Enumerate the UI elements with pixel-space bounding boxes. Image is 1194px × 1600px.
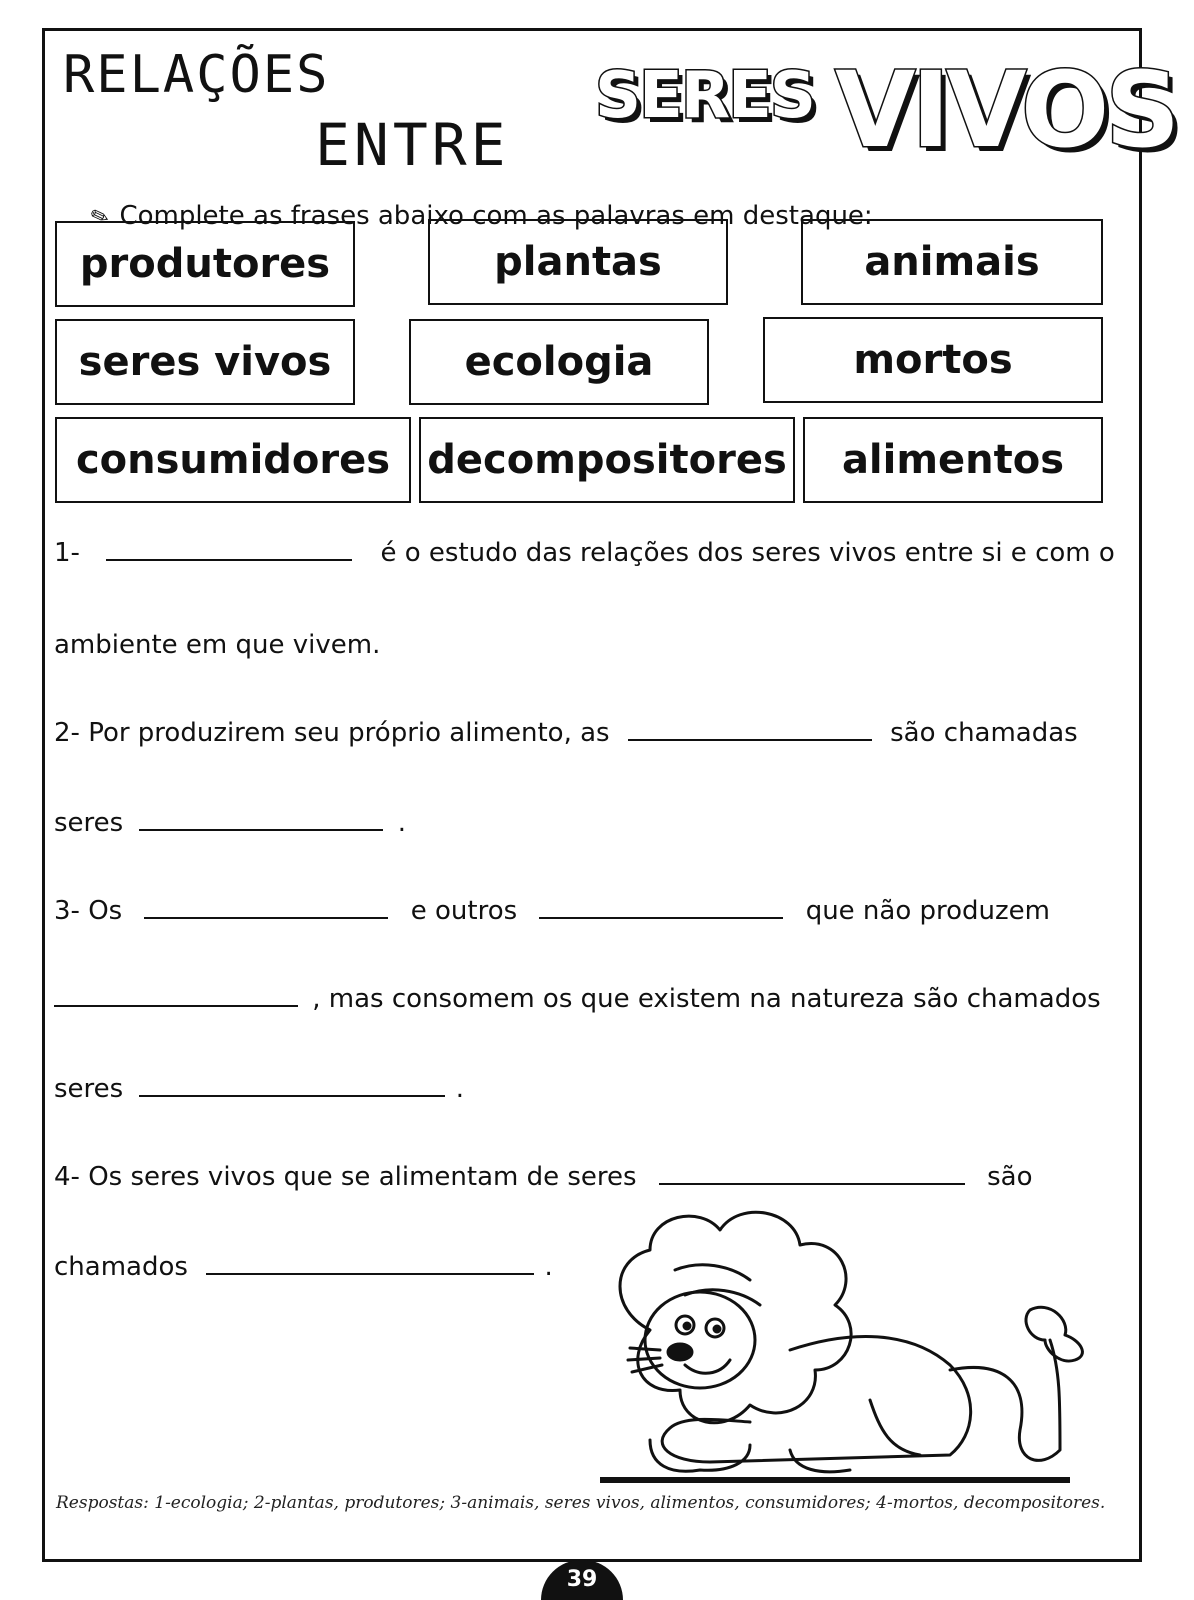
lion-mane [620,1212,851,1423]
word-box: consumidores [55,417,411,503]
q1-text: é o estudo das relações dos seres vivos entre si e com o [380,538,1115,568]
title-left [55,45,595,195]
q3-text-c: que não produzem [805,896,1050,926]
answer-blank[interactable] [539,916,783,919]
question-4-line1 [54,1162,1104,1192]
title-area [45,31,1177,201]
answer-blank[interactable] [139,828,383,831]
q3-text-b: e outros [410,896,518,926]
q3-text-d: , mas consomem os que existem na natureza são chamados [312,984,1101,1014]
lion-nose [668,1344,692,1360]
question-3-line2 [54,984,1104,1014]
answer-blank[interactable] [106,558,352,561]
question-1-line2: ambiente em que vivem. [54,630,381,660]
title-seres: SERES [595,59,814,133]
title-right [575,41,1177,191]
question-2-line1 [54,718,1104,748]
word-box: plantas [428,219,728,305]
word-box: seres vivos [55,319,355,405]
word-box: decompositores [419,417,795,503]
word-box: alimentos [803,417,1103,503]
lion-tail [950,1340,1060,1460]
answer-blank[interactable] [144,916,388,919]
q2-text-c: seres [54,808,124,838]
instruction-text: Complete as frases abaixo com as palavras em destaque: [119,201,873,231]
q2-text-b: são chamadas [890,718,1078,748]
answer-blank[interactable] [206,1272,534,1275]
answer-blank[interactable] [628,738,872,741]
q4-text-a: 4- Os seres vivos que se alimentam de seres [54,1162,637,1192]
question-2-line2 [54,808,1104,838]
lion-body [662,1336,971,1462]
page-number: 39 [541,1560,623,1600]
answer-blank[interactable] [659,1182,965,1185]
q4-text-c: chamados [54,1252,188,1282]
title-line2: ENTRE [315,111,510,179]
q4-text-b: são [987,1162,1033,1192]
q2-text-d: . [397,808,406,838]
question-1-line1 [54,538,1115,568]
question-3-line1 [54,896,1104,926]
answer-blank[interactable] [54,1004,298,1007]
q4-text-d: . [544,1252,553,1282]
answer-blank[interactable] [139,1094,445,1097]
q3-text-a: 3- Os [54,896,123,926]
q1-number: 1- [54,538,80,568]
word-box: produtores [55,221,355,307]
q2-text-a: 2- Por produzirem seu próprio alimento, as [54,718,610,748]
answers-key: Respostas: 1-ecologia; 2-plantas, produtores; 3-animais, seres vivos, alimentos, consumidores; 4-mortos, decompositores. [56,1493,1106,1513]
word-box: animais [801,219,1103,305]
word-box: ecologia [409,319,709,405]
question-3-line3 [54,1074,1104,1104]
title-vivos: VIVOS [835,49,1177,171]
q3-text-e: seres [54,1074,124,1104]
pencil-icon: ✎ [87,202,114,233]
word-box: mortos [763,317,1103,403]
lion-illustration [590,1200,1110,1490]
q3-text-f: . [455,1074,464,1104]
title-line1: RELAÇÕES [63,45,330,105]
